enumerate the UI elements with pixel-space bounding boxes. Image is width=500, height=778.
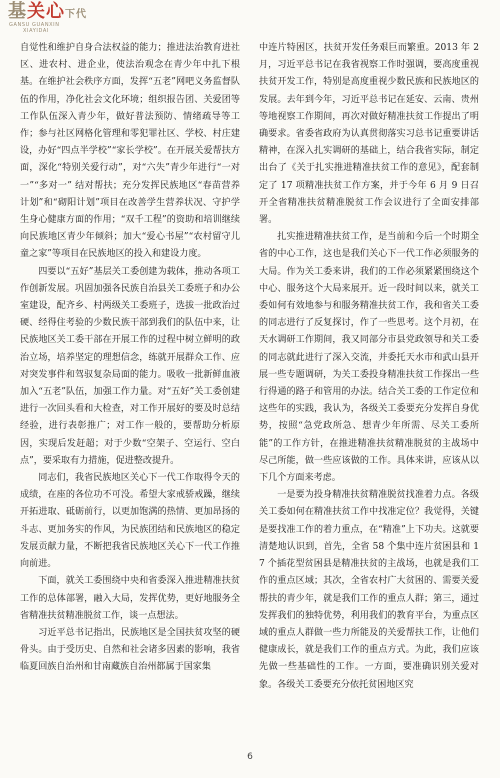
paragraph: 自觉性和维护自身合法权益的能力；推进法治教育进社区、进农村、进企业，使法治观念在青少年中扎下根基。在维护社会秩序方面，发挥“五老”网吧义务监督队伍的作用，净化社会文化环境；组织报告团、关爱团等工作队伍深入青少年，做好普法预防、情绪疏导等工作；参与社区网格化管理和零犯罪社区、学校、村庄建设，办好“四点半学校”“家长学校”。在开展关爱帮扶方面，深化“特别关爱行动”，对“六失”青少年进行“一对一”“多对一” 结对帮扶；充分发挥民族地区“春苗营养计划”和“砌阳计划”项目在改善学生营养状况、守护学生身心健康方面的作用；“双千工程”的资助和培训继续向民族地区青少年倾斜；加大“爱心书屋”“农村留守儿童之家”等项目在民族地区的投入和建设力度。	[20, 43, 240, 260]
right-column	[259, 40, 479, 694]
page-number: 6	[247, 752, 253, 762]
paragraph: 同志们，我省民族地区关心下一代工作取得令天的成绩，在座的各位功不可没。希望大家戒骄戒躁，继续开拓进取、砥砺前行，以更加饱满的热情、更加昂扬的斗志、更加务实的作风，为民族团结和民族地区的稳定发展贡献力量，不断把我省民族地区关心下一代工作推向前进。	[20, 473, 240, 570]
paragraph: 扎实推进精准扶贫工作，是当前和今后一个时期全省的中心工作，这也是我们关心下一代工作必须服务的大局。作为关工委来讲，我们的工作必须紧紧围绕这个中心、服务这个大局来展开。近一段时间以来，就关工委如何有效地参与和服务精准扶贫工作，我和省关工委的同志进行了反复探讨，作了一些思考。这个月初，在天水调研工作期间，我又同部分市县党政领导和关工委的同志就此进行了深入交流，并委托天水市和武山县开展一些专题调研，为关工委投身精准扶贫工作探出一些行得通的路子和管用的办法。结合关工委的工作定位和这些年的实践，我认为，各级关工委要充分发挥自身优势，按照“急党政所急、想青少年所需、尽关工委所能”的工作方针，在推进精准扶贫精准脱贫的主战场中尽己所能，做一些应该做的工作。具体来讲，应该从以下几个方面来考虑。	[259, 232, 479, 484]
masthead-subtitle-line-1: GANSU GUANXIN	[9, 22, 60, 28]
paragraph: 下面，就关工委围绕中央和省委深入推进精准扶贫工作的总体部署，融入大局，发挥优势，更好地服务全省精准扶贫精准脱贫工作，谈一点想法。	[20, 576, 240, 621]
masthead-suffix: 下代	[65, 9, 87, 20]
masthead	[8, 2, 128, 32]
paragraph: 四要以“五好”基层关工委创建为载体，推动各项工作创新发展。巩固加强各民族自治县关工委班子和办公室建设，配齐乡、村两级关工委班子，选拔一批政治过硬、经得住考验的少数民族干部到我们的队伍中来，让民族地区关工委干部在开展工作的过程中树立鲜明的政治立场，培养坚定的理想信念，练就开展群众工作、应对突发事件和驾驭复杂局面的能力。吸收一批新鲜血液加入“五老”队伍，加强工作力量。对“五好”关工委创建进行一次回头看和大检查，对工作开展好的要及时总结经验，进行表彰推广；对工作一般的，要帮助分析原因，实现后发赶超；对于少数“空架子、空运行、空白点”，要采取有力措施，促进整改提升。	[20, 266, 240, 466]
masthead-accent: 关心	[27, 1, 65, 22]
paragraph: 中连片特困区，扶贫开发任务艰巨而繁重。2013 年 2 月，习近平总书记在我省视察工作时强调，要高度重视扶贫开发工作，特别是高度重视少数民族和民族地区的发展。去年到今年，习近平总书记在延安、云南、贵州等地视察工作期间，再次对做好精准扶贫工作提出了明确要求。省委省政府为认真贯彻落实习总书记重要讲话精神，在深入扎实调研的基础上，结合我省实际，制定出台了《关于扎实推进精准扶贫工作的意见》，配套制定了 17 项精准扶贫工作方案，并于今年 6 月 9 日召开全省精准扶贫精准脱贫工作会议进行了全面安排部署。	[259, 43, 479, 226]
paragraph: 一是要为投身精准扶贫精准脱贫找准着力点。各级关工委如何在精准扶贫工作中找准定位？我觉得，关键是要找准工作的着力重点，在“精准”上下功夫。这就要清楚地认识到，首先，全省 58 个集中连片贫困县和 17 个插花型贫困县是精准扶贫的主战场，也就是我们工作的重点区域；其次，全省农村广大贫困的、需要关爱帮扶的青少年，就是我们工作的重点人群；第三，通过发挥我们的独特优势，利用我们的教育平台，为重点区域的重点人群做一些力所能及的关爱帮扶工作，让他们健康成长，就是我们工作的重点方式。为此，我们应该先做一些基础性的工作。一方面，要准确识别关爱对象。各级关工委要充分依托贫困地区究	[259, 490, 479, 690]
masthead-subtitle	[9, 22, 60, 34]
left-column	[20, 40, 240, 677]
masthead-subtitle-line-2: XIAYIDAI	[23, 28, 49, 34]
paragraph: 习近平总书记指出，民族地区是全国扶贫攻坚的硬骨头。由于受历史、自然和社会诸多因素的影响，我省临夏回族自治州和甘南藏族自治州都属于国家集	[20, 627, 240, 673]
masthead-prefix: 基	[8, 1, 27, 22]
